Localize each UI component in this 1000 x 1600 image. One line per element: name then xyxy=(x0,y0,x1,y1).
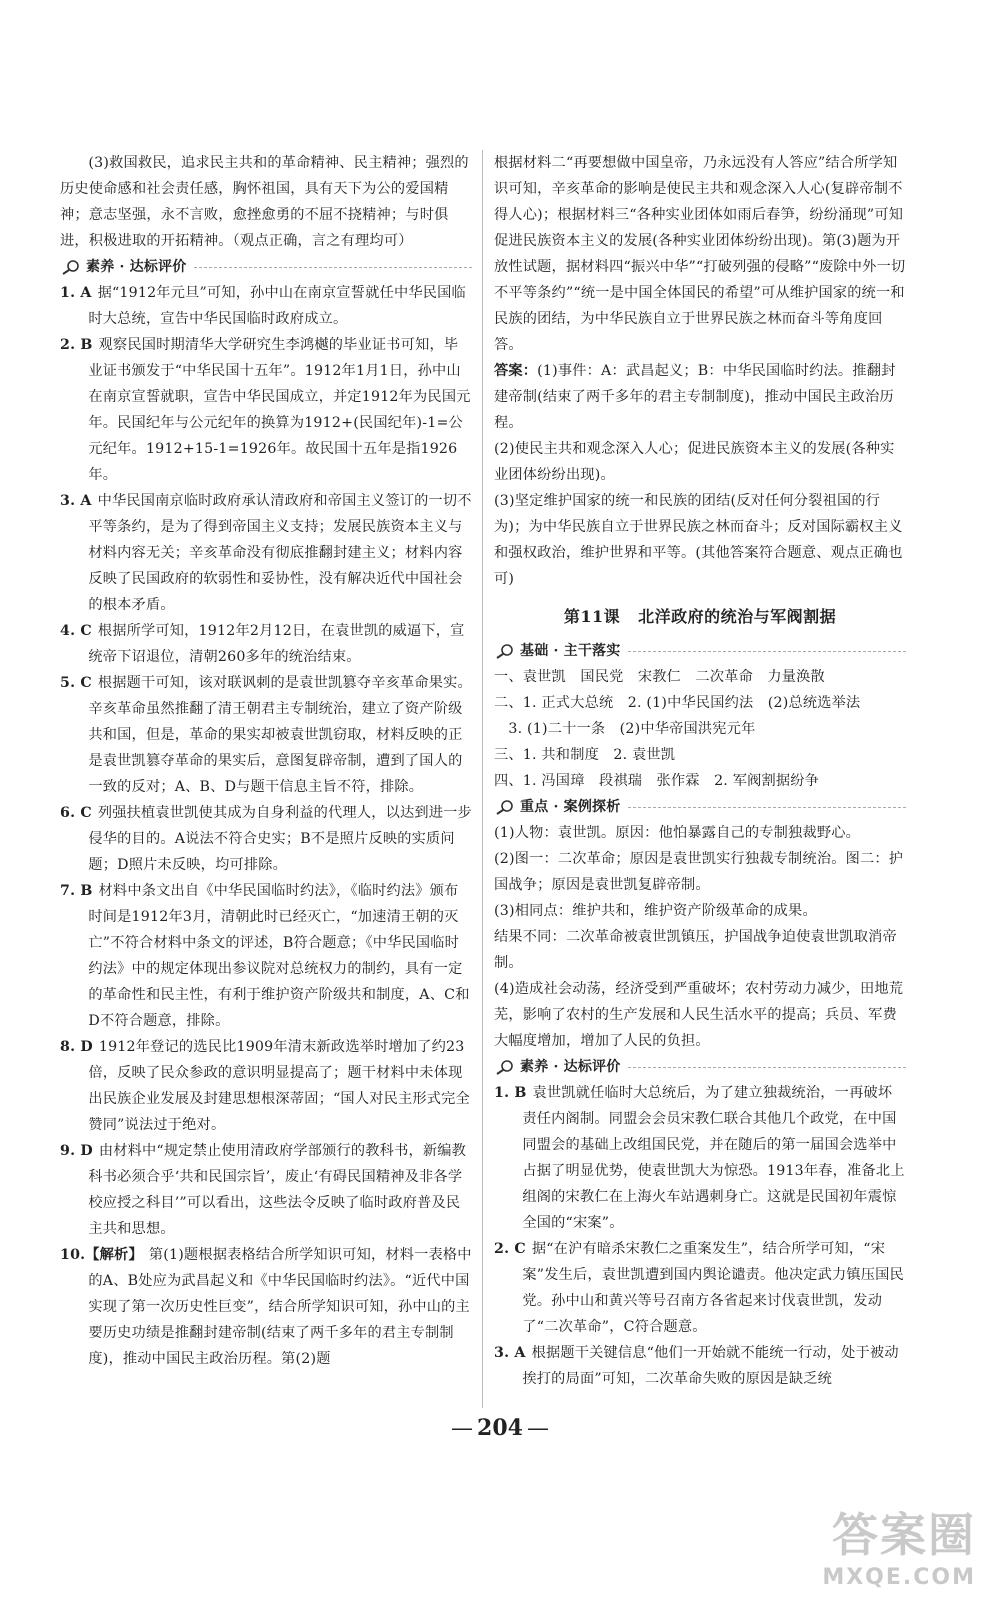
section-title: 素养 · 达标评价 xyxy=(520,1059,621,1075)
fill-line: 二、1. 正式大总统 2. (1)中华民国约法 (2)总统选举法 xyxy=(494,695,861,711)
case-line: 结果不同：二次革命被袁世凯镇压，护国战争迫使袁世凯取消帝制。 xyxy=(494,929,897,971)
right-column xyxy=(494,150,906,1392)
column-divider xyxy=(482,150,483,1408)
case-line: (2)图一：二次革命；原因是袁世凯实行独裁专制统治。图二：护国战争；原因是袁世凯复辟帝制。 xyxy=(494,851,904,893)
left-column xyxy=(60,150,472,1372)
continued-paragraph: 根据材料二“再要想做中国皇帝，乃永远没有人答应”结合所学知识可知，辛亥革命的影响是使民主共和观念深入人心(复辟帝制不得人心)；根据材料三“各种实业团体如雨后春笋，纷纷涌现”可知促进民族资本主义的发展(各种实业团体纷纷出现)。第(3)题为开放性试题，据材料四“振兴中华”“打破列强的侵略”“废除中外一切不平等条约”“统一是中国全体国民的希望”可从维护国家的统一和民族的团结，为中华民族自立于世界民族之林而奋斗等角度回答。 xyxy=(494,155,906,353)
fill-line: 四、1. 冯国璋 段祺瑞 张作霖 2. 军阀割据纷争 xyxy=(494,773,820,789)
header-rule xyxy=(628,1067,906,1068)
watermark-logo xyxy=(822,1499,976,1590)
header-rule xyxy=(628,807,906,808)
magnifier-icon xyxy=(494,1059,516,1075)
section-title: 基础 · 主干落实 xyxy=(520,643,621,659)
list-item: 6. C 列强扶植袁世凯使其成为自身利益的代理人，以达到进一步侵华的目的。A说法不符合史实；B不是照片反映的实质问题；D照片未反映，均可排除。 xyxy=(60,805,472,873)
list-item: 4. C 根据所学可知，1912年2月12日，在袁世凯的威逼下，宣统帝下诏退位，清朝260多年的统治结束。 xyxy=(60,623,465,665)
lesson-number: 第11课 xyxy=(563,607,621,626)
watermark-en: MXQE.COM xyxy=(822,1565,976,1590)
list-item: 1. A 据“1912年元旦”可知，孙中山在南京宣誓就任中华民国临时大总统，宣告中华民国临时政府成立。 xyxy=(60,285,466,327)
fill-line: 一、袁世凯 国民党 宋教仁 二次革命 力量涣散 xyxy=(494,669,825,685)
list-item: 7. B 材料中条文出自《中华民国临时约法》，《临时约法》颁布时间是1912年3月，清朝此时已经灭亡，“加速清王朝的灭亡”不符合材料中条文的评述，B符合题意；《中华民国临时约法》中的规定体现出参议院对总统权力的制约，具有一定的革命性和民主性，有利于维护资产阶级共和制度，A、C和D不符合题意，排除。 xyxy=(60,883,470,1029)
watermark-cn: 答案圈 xyxy=(832,1508,976,1562)
lesson-name: 北洋政府的统治与军阀割据 xyxy=(638,607,837,626)
answer-line: (2)使民主共和观念深入人心；促进民族资本主义的发展(各种实业团体纷纷出现)。 xyxy=(494,441,895,483)
case-line: (1)人物：袁世凯。原因：他怕暴露自己的专制独裁野心。 xyxy=(494,825,860,841)
section-header-suyang-2 xyxy=(494,1054,906,1080)
header-rule xyxy=(628,651,906,652)
list-item: 2. C 据“在沪有暗杀宋教仁之重案发生”，结合所学可知，“宋案”发生后，袁世凯遭到国内舆论谴责。他决定武力镇压国民党。孙中山和黄兴等号召南方各省起来讨伐袁世凯，发动了“二次革命”，C符合题意。 xyxy=(494,1241,904,1335)
case-line: (4)造成社会动荡，经济受到严重破坏；农村劳动力减少，田地荒芜，影响了农村的生产发展和人民生活水平的提高；兵员、军费大幅度增加，增加了人民的负担。 xyxy=(494,981,904,1049)
list-item: 10.【解析】 第(1)题根据表格结合所学知识可知，材料一表格中的A、B处应为武昌起义和《中华民国临时约法》。“近代中国实现了第一次历史性巨变”，结合所学知识可知，孙中山的主要历史功绩是推翻封建帝制(结束了两千多年的君主专制制度)，推动中国民主政治历程。第(2)题 xyxy=(60,1247,472,1367)
answer-line: 答案：(1)事件：A：武昌起义；B：中华民国临时约法。推翻封建帝制(结束了两千多年的君主专制制度)，推动中国民主政治历程。 xyxy=(494,363,896,431)
magnifier-icon xyxy=(60,259,82,275)
list-item: 2. B 观察民国时期清华大学研究生李鸿樾的毕业证书可知，毕业证书颁发于“中华民国十五年”。1912年1月1日，孙中山在南京宣誓就职，宣告中华民国成立，并定1912年为民国元年。民国纪年与公元纪年的换算为1912+(民国纪年)-1=公元纪年。1912+15-1=1926年。故民国十五年是指1926年。 xyxy=(60,337,471,483)
magnifier-icon xyxy=(494,643,516,659)
fill-line: 3. (1)二十一条 (2)中华帝国洪宪元年 xyxy=(494,721,756,737)
header-rule xyxy=(194,267,472,268)
page-number: — 204 — xyxy=(451,1415,549,1441)
answer-line: (3)坚定维护国家的统一和民族的团结(反对任何分裂祖国的行为)；为中华民族自立于世界民族之林而奋斗；反对国际霸权主义和强权政治，维护世界和平等。(其他答案符合题意、观点正确也可) xyxy=(494,493,903,587)
section-header-jichu xyxy=(494,638,906,664)
section-title: 素养 · 达标评价 xyxy=(86,259,187,275)
section-header-suyang xyxy=(60,254,472,280)
case-line: (3)相同点：维护共和，维护资产阶级革命的成果。 xyxy=(494,903,817,919)
list-item: 9. D 由材料中“规定禁止使用清政府学部颁行的教科书，新编教科书必须合乎‘共和民国宗旨’，废止‘有碍民国精神及非各学校应授之科目’”可以看出，这些法令反映了临时政府普及民主共和思想。 xyxy=(60,1143,467,1237)
list-item: 5. C 根据题干可知，该对联讽刺的是袁世凯篡夺辛亥革命果实。辛亥革命虽然推翻了清王朝君主专制统治，建立了资产阶级共和国，但是，革命的果实却被袁世凯窃取，材料反映的正是袁世凯篡夺革命的果实后，意图复辟帝制，遭到了国人的一致的反对；A、B、D与题干信息主旨不符，排除。 xyxy=(60,675,472,795)
list-item: 3. A 根据题干关键信息“他们一开始就不能统一行动，处于被动挨打的局面”可知，二次革命失败的原因是缺乏统 xyxy=(494,1345,899,1387)
list-item: 3. A 中华民国南京临时政府承认清政府和帝国主义签订的一切不平等条约，是为了得到帝国主义支持；发展民族资本主义与材料内容无关；辛亥革命没有彻底推翻封建主义；材料内容反映了民国政府的软弱性和妥协性，没有解决近代中国社会的根本矛盾。 xyxy=(60,493,472,613)
magnifier-icon xyxy=(494,799,516,815)
section-title: 重点 · 案例探析 xyxy=(520,799,621,815)
fill-line: 三、1. 共和制度 2. 袁世凯 xyxy=(494,747,676,763)
lesson-title xyxy=(494,604,906,630)
intro-paragraph: (3)救国救民，追求民主共和的革命精神、民主精神；强烈的历史使命感和社会责任感，胸怀祖国，具有天下为公的爱国精神；意志坚强，永不言败，愈挫愈勇的不屈不挠精神；与时俱进，积极进取的开拓精神。（观点正确，言之有理均可） xyxy=(60,155,469,249)
list-item: 8. D 1912年登记的选民比1909年清末新政选举时增加了约23倍，反映了民众参政的意识明显提高了；题干材料中未体现出民族企业发展及封建思想根深蒂固；“国人对民主形式完全赞同”说法过于绝对。 xyxy=(60,1039,470,1133)
section-header-zhongdian xyxy=(494,794,906,820)
list-item: 1. B 袁世凯就任临时大总统后，为了建立独裁统治，一再破坏责任内阁制。同盟会会员宋教仁联合其他几个政党，在中国同盟会的基础上改组国民党，并在随后的第一届国会选举中占据了明显优势，使袁世凯大为惊恐。1913年春，准备北上组阁的宋教仁在上海火车站遇刺身亡。这就是民国初年震惊全国的“宋案”。 xyxy=(494,1085,905,1231)
